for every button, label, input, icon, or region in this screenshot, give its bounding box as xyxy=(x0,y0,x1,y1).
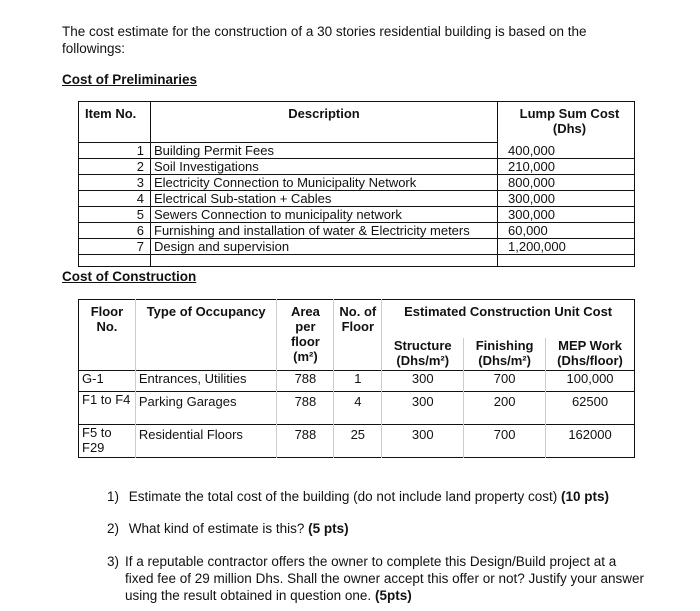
floor-no: F1 to F4 xyxy=(79,392,136,425)
occupancy-type: Parking Garages xyxy=(135,392,277,425)
item-description: Design and supervision xyxy=(151,239,498,255)
item-cost: 210,000 xyxy=(498,159,635,175)
table-row xyxy=(79,159,635,175)
area-value: 788 xyxy=(277,425,334,458)
structure-cost: 300 xyxy=(382,371,464,392)
question-number: 1) xyxy=(107,489,120,504)
construction-heading: Cost of Construction xyxy=(62,269,197,284)
item-no: 1 xyxy=(79,143,151,159)
question-points: (5 pts) xyxy=(308,521,349,536)
question-number: 3) xyxy=(107,554,120,569)
table-row xyxy=(79,392,635,425)
item-description: Soil Investigations xyxy=(151,159,498,175)
table-row xyxy=(79,239,635,255)
area-value: 788 xyxy=(277,371,334,392)
item-no: 4 xyxy=(79,191,151,207)
item-no: 5 xyxy=(79,207,151,223)
question-2 xyxy=(107,520,647,537)
item-cost: 1,200,000 xyxy=(498,239,635,255)
item-no: 7 xyxy=(79,239,151,255)
table-row xyxy=(79,371,635,392)
mep-cost: 62500 xyxy=(546,392,635,425)
finishing-cost: 200 xyxy=(464,392,546,425)
item-cost: 60,000 xyxy=(498,223,635,239)
item-description: Furnishing and installation of water & Electricity meters xyxy=(151,223,498,239)
occupancy-type: Residential Floors xyxy=(135,425,277,458)
header-type-of-occupancy: Type of Occupancy xyxy=(135,300,277,371)
table-row xyxy=(79,175,635,191)
floor-count: 25 xyxy=(334,425,382,458)
floor-no: G-1 xyxy=(79,371,136,392)
header-structure: Structure (Dhs/m²) xyxy=(382,338,464,371)
header-estimated-unit-cost: Estimated Construction Unit Cost xyxy=(382,300,635,339)
table-row xyxy=(79,425,635,458)
intro-text: The cost estimate for the construction of a 30 stories residential building is based on the followings: xyxy=(62,24,587,56)
table-row xyxy=(79,143,635,159)
preliminaries-table xyxy=(78,101,635,267)
header-floor-no: Floor No. xyxy=(90,304,124,334)
table-row xyxy=(79,207,635,223)
table-row xyxy=(79,223,635,239)
item-no: 3 xyxy=(79,175,151,191)
mep-cost: 100,000 xyxy=(546,371,635,392)
finishing-cost: 700 xyxy=(464,371,546,392)
item-cost: 800,000 xyxy=(498,175,635,191)
item-description: Electrical Sub-station + Cables xyxy=(151,191,498,207)
item-no: 6 xyxy=(79,223,151,239)
header-mep-work: MEP Work (Dhs/floor) xyxy=(546,338,635,371)
question-3 xyxy=(107,553,647,604)
floor-no: F5 to F29 xyxy=(79,425,136,458)
header-item-no: Item No. xyxy=(79,102,151,143)
header-lump-sum-cost xyxy=(498,102,635,143)
question-points: (10 pts) xyxy=(561,489,610,504)
question-body xyxy=(125,553,647,604)
question-number: 2) xyxy=(107,521,120,536)
item-no: 2 xyxy=(79,159,151,175)
structure-cost: 300 xyxy=(382,392,464,425)
question-1 xyxy=(107,488,647,505)
header-description: Description xyxy=(151,102,498,143)
floor-count: 1 xyxy=(334,371,382,392)
preliminaries-heading: Cost of Preliminaries xyxy=(62,72,198,87)
header-area-per-floor: Area per floor (m²) xyxy=(277,300,334,371)
preliminaries-header-row xyxy=(79,102,635,143)
item-description: Electricity Connection to Municipality Network xyxy=(151,175,498,191)
construction-table xyxy=(78,299,635,458)
header-cost-line2: (Dhs) xyxy=(552,121,587,136)
question-points: (5pts) xyxy=(374,588,412,603)
area-value: 788 xyxy=(277,392,334,425)
item-cost: 400,000 xyxy=(498,143,635,159)
finishing-cost: 700 xyxy=(464,425,546,458)
occupancy-type: Entrances, Utilities xyxy=(135,371,277,392)
question-text: Estimate the total cost of the building (do not include land property cost) xyxy=(128,489,558,504)
header-finishing: Finishing (Dhs/m²) xyxy=(464,338,546,371)
mep-cost: 162000 xyxy=(546,425,635,458)
item-cost: 300,000 xyxy=(498,207,635,223)
header-no-of-floor: No. of Floor xyxy=(334,300,382,371)
structure-cost: 300 xyxy=(382,425,464,458)
construction-header-row xyxy=(79,300,635,339)
item-cost: 300,000 xyxy=(498,191,635,207)
item-description: Sewers Connection to municipality network xyxy=(151,207,498,223)
floor-count: 4 xyxy=(334,392,382,425)
question-text: If a reputable contractor offers the owner to complete this Design/Build project at a fixed fee of 29 million Dhs. Shall the owner accept this offer or not? Justify your answer using the result obtained in question one. xyxy=(125,554,645,603)
item-description: Building Permit Fees xyxy=(151,143,498,159)
table-row xyxy=(79,191,635,207)
header-cost-line1: Lump Sum Cost xyxy=(519,106,620,121)
question-text: What kind of estimate is this? xyxy=(128,521,305,536)
